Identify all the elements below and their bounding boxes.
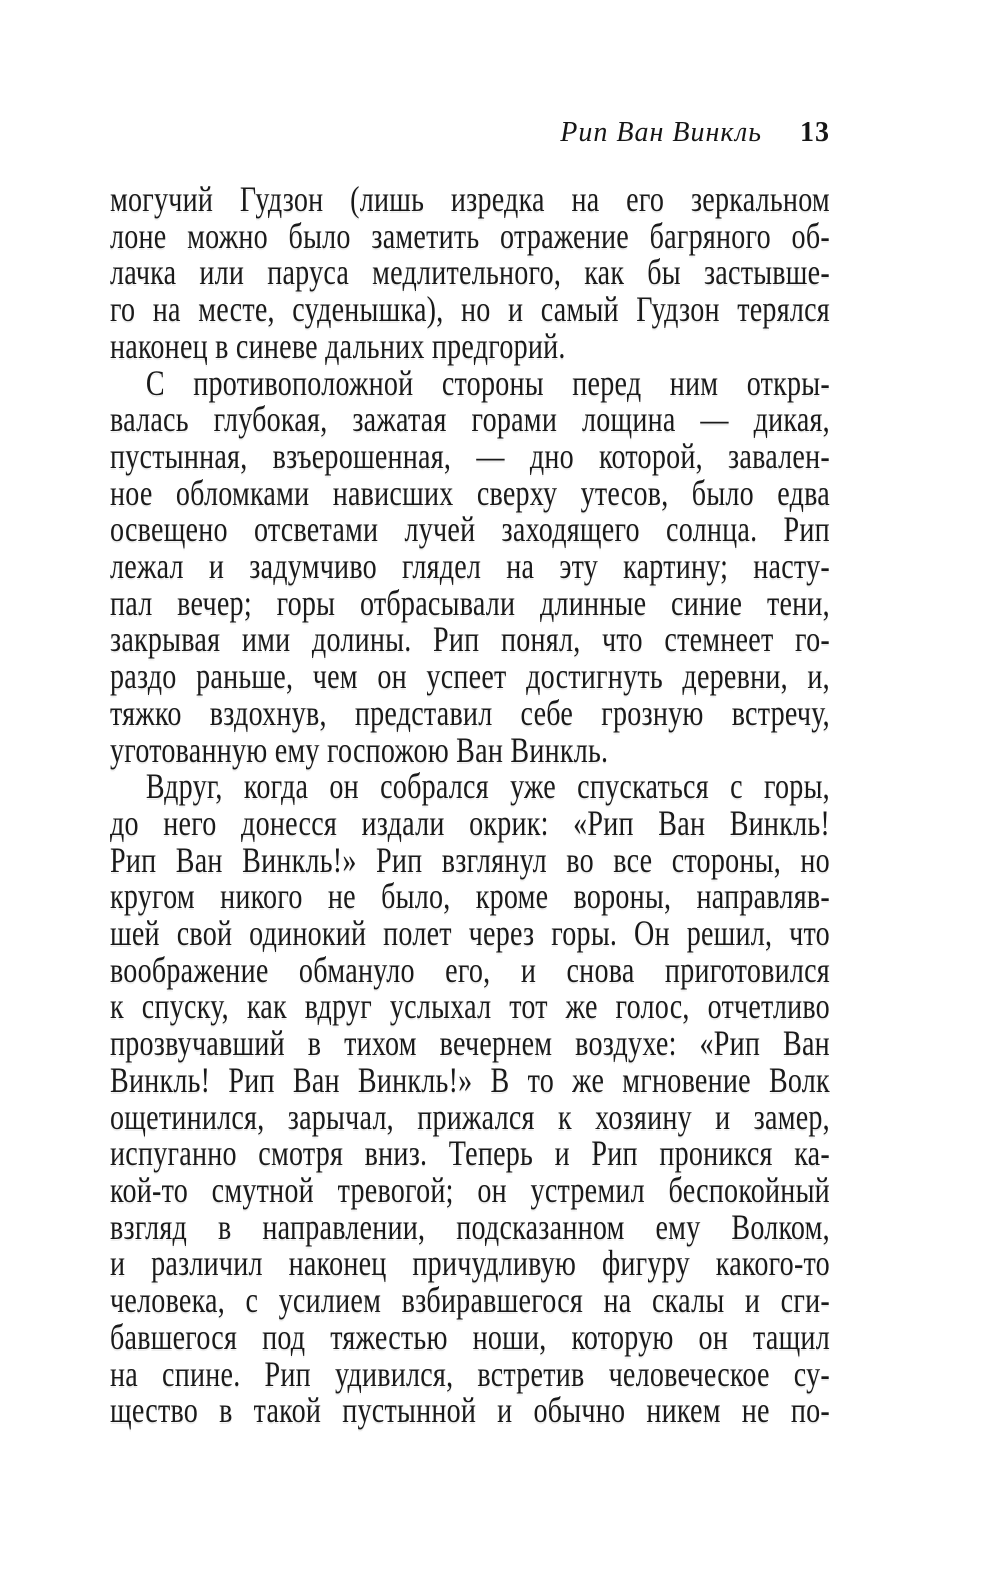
text-line: испуганно смотря вниз. Теперь и Рип проникся ка- xyxy=(110,1133,830,1174)
text-line: человека, с усилием взбиравшегося на скалы и сги- xyxy=(110,1280,830,1321)
text-line: кой-то смутной тревогой; он устремил беспокойный xyxy=(110,1169,830,1210)
text-line: освещено отсветами лучей заходящего солнца. Рип xyxy=(110,509,830,550)
text-line: к спуску, как вдруг услыхал тот же голос, отчетливо xyxy=(110,986,830,1027)
text-line: наконец в синеве дальних предгорий. xyxy=(110,325,566,366)
text-block xyxy=(110,181,830,1429)
text-line: пал вечер; горы отбрасывали длинные синие тени, xyxy=(110,582,830,623)
page-header xyxy=(560,117,830,149)
text-line: лоне можно было заметить отражение багряного об- xyxy=(110,215,830,256)
text-line: и различил наконец причудливую фигуру какого-то xyxy=(110,1243,830,1284)
text-line: пустынная, взъерошенная, — дно которой, завален- xyxy=(110,435,830,476)
paragraph xyxy=(110,768,830,1429)
text-line: лачка или паруса медлительного, как бы застывше- xyxy=(110,252,830,293)
text-line: го на месте, суденышка), но и самый Гудзон терялся xyxy=(110,289,830,330)
text-line: Вдруг, когда он собрался уже спускаться с горы, xyxy=(145,766,830,807)
page-number: 13 xyxy=(800,117,830,148)
text-line: раздо раньше, чем он успеет достигнуть деревни, и, xyxy=(110,656,830,697)
text-line: Винкль! Рип Ван Винкль!» В то же мгновение Волк xyxy=(110,1059,830,1100)
text-line: могучий Гудзон (лишь изредка на его зеркальном xyxy=(110,179,830,219)
text-line: С противоположной стороны перед ним откры- xyxy=(145,362,830,403)
text-line: ное обломками нависших сверху утесов, было едва xyxy=(110,472,830,513)
paragraph xyxy=(110,181,830,365)
text-line: воображение обмануло его, и снова приготовился xyxy=(110,949,830,990)
text-line: уготованную ему госпожою Ван Винкль. xyxy=(110,729,609,770)
text-line: Рип Ван Винкль!» Рип взглянул во все стороны, но xyxy=(110,839,830,880)
text-line: взгляд в направлении, подсказанном ему Волком, xyxy=(110,1206,830,1247)
text-line: закрывая ими долины. Рип понял, что стемнеет го- xyxy=(110,619,830,660)
paragraph xyxy=(110,362,830,770)
text-line: прозвучавший в тихом вечернем воздухе: «Рип Ван xyxy=(110,1023,830,1064)
text-line: шей свой одинокий полет через горы. Он решил, что xyxy=(110,913,830,954)
text-line: валась глубокая, зажатая горами лощина — дикая, xyxy=(110,399,830,440)
text-line: бавшегося под тяжестью ноши, которую он тащил xyxy=(110,1316,830,1357)
text-line: на спине. Рип удивился, встретив человеческое су- xyxy=(110,1353,830,1394)
text-line: ощетинился, зарычал, прижался к хозяину и замер, xyxy=(110,1096,830,1137)
text-line: тяжко вздохнув, представил себе грозную встречу, xyxy=(110,692,830,733)
text-line: до него донесся издали окрик: «Рип Ван Винкль! xyxy=(110,802,830,843)
text-line: лежал и задумчиво глядел на эту картину; насту- xyxy=(110,546,830,587)
text-line: щество в такой пустынной и обычно никем не по- xyxy=(110,1390,830,1431)
running-title: Рип Ван Винкль xyxy=(560,117,762,148)
text-line: кругом никого не было, кроме вороны, направляв- xyxy=(110,876,830,917)
